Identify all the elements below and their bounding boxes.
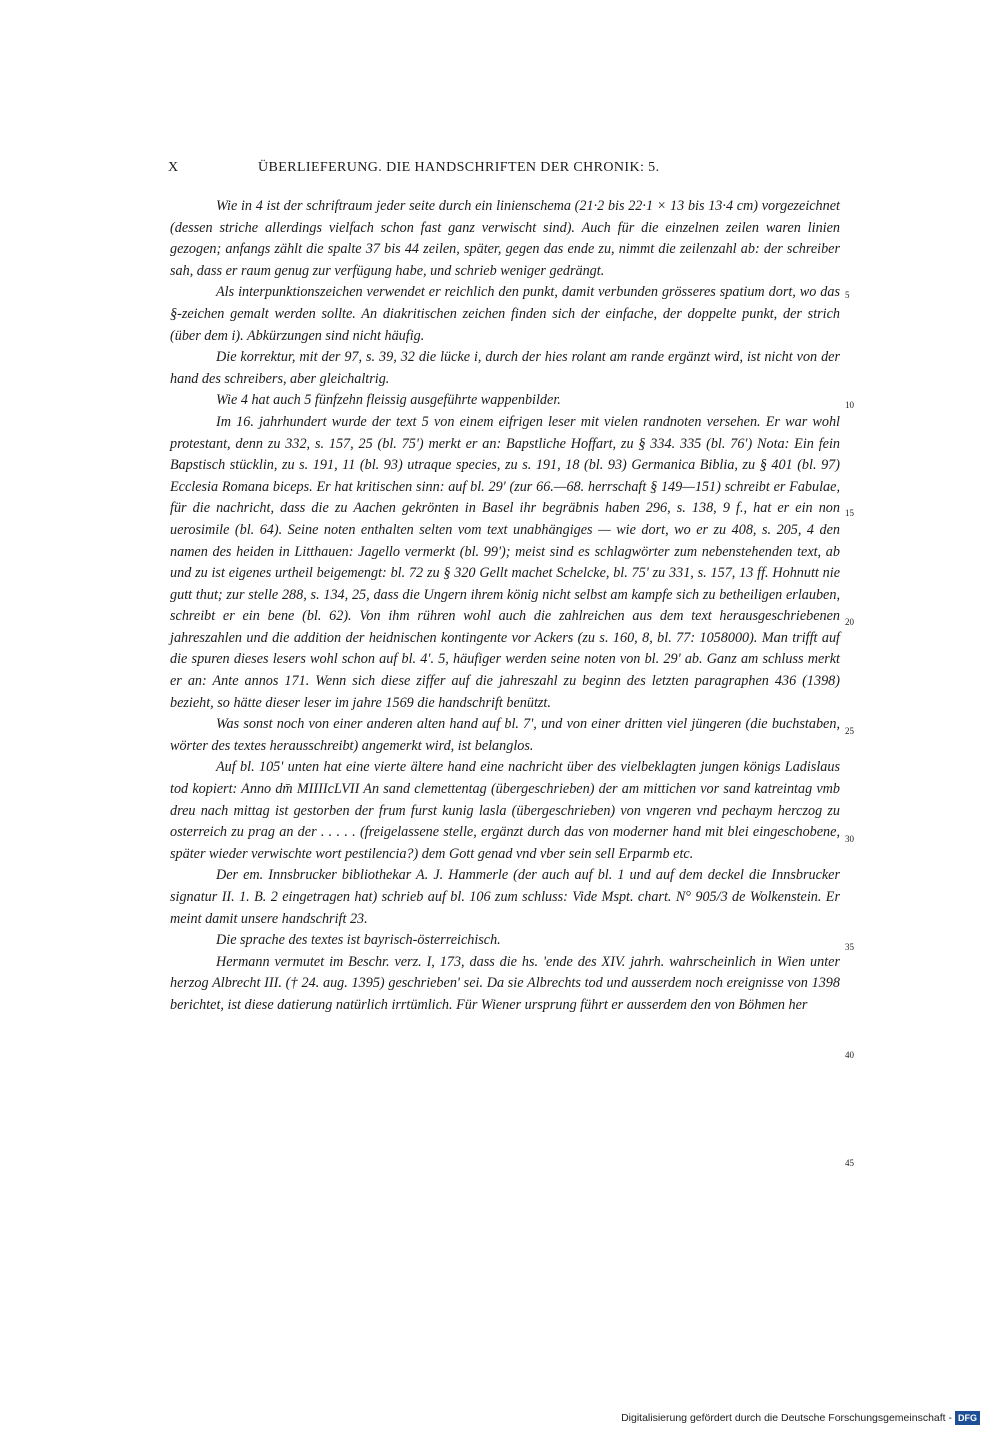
dfg-logo-icon: DFG: [955, 1411, 980, 1425]
paragraph: Hermann vermutet im Beschr. verz. I, 173, dass die hs. 'ende des XIV. jahrh. wahrscheinlich in Wien unter herzog Albrecht III. († 24. aug. 1395) geschrieben' sei. Da sie Albrechts tod und ausserdem noch ereignisse von 1398 berichtet, ist diese datierung natürlich irrtümlich. Für Wiener ursprung führt er ausserdem den von Böhmen her: [170, 953, 840, 1013]
line-number: 45: [845, 1158, 854, 1168]
line-number: 5: [845, 290, 850, 300]
line-number: 40: [845, 1050, 854, 1060]
line-number: 15: [845, 508, 854, 518]
line-number: 20: [845, 617, 854, 627]
line-number: 25: [845, 726, 854, 736]
credit-text: Digitalisierung gefördert durch die Deutsche Forschungsgemeinschaft -: [621, 1412, 952, 1424]
paragraph: Die korrektur, mit der 97, s. 39, 32 die lücke i, durch der hies rolant am rande ergänzt wird, ist nicht von der hand des schreibers, aber gleichaltrig.: [170, 349, 840, 387]
paragraph: Als interpunktionszeichen verwendet er reichlich den punkt, damit verbunden grösseres spatium dort, wo das §-zeichen gemalt werden sollte. An diakritischen zeichen finden sich der einfache, der doppelte punkt, der strich (über dem i). Abkürzungen sind nicht häufig.: [170, 284, 840, 344]
paragraph: Wie in 4 ist der schriftraum jeder seite durch ein linienschema (21·2 bis 22·1 × 13 bis 13·4 cm) vorgezeichnet (dessen striche allerdings vielfach schon fast ganz verwischt sind). Auch für die einzelnen zeilen waren linien gezogen; anfangs zählt die spalte 37 bis 44 zeilen, später, gegen das ende zu, nimmt die zeilenzahl ab: der schreiber sah, dass er raum genug zur verfügung habe, und schrieb weniger gedrängt.: [170, 198, 840, 279]
page-number: X: [168, 160, 179, 175]
line-number: 35: [845, 942, 854, 952]
paragraph: Der em. Innsbrucker bibliothekar A. J. Hammerle (der auch auf bl. 1 und auf dem deckel die Innsbrucker signatur II. 1. B. 2 eingetragen hat) schrieb auf bl. 106 zum schluss: Vide Mspt. chart. N° 905/3 de Wolkenstein. Er meint damit unsere handschrift 23.: [170, 867, 840, 927]
digitization-credit: [621, 1410, 980, 1426]
paragraph: Die sprache des textes ist bayrisch-österreichisch.: [216, 932, 501, 949]
page-title: ÜBERLIEFERUNG. DIE HANDSCHRIFTEN DER CHRONIK: 5.: [258, 160, 660, 175]
running-header: [168, 160, 840, 180]
line-number: 30: [845, 834, 854, 844]
margin-line-numbers: [845, 0, 885, 1434]
body-text: [170, 196, 840, 1017]
paragraph: Wie 4 hat auch 5 fünfzehn fleissig ausgeführte wappenbilder.: [216, 392, 561, 409]
line-number: 10: [845, 400, 854, 410]
paragraph: Auf bl. 105' unten hat eine vierte ältere hand eine nachricht über des vielbeklagten jungen königs Ladislaus tod kopiert: Anno dm̄ MIIIIcLVII An sand clemettentag (übergeschrieben) der am mittichen vor sand katreintag vmb dreu nach mittag ist gestorben der frum furst kunig lasla (übergeschrieben) von vngeren vnd pechaym herczog zu osterreich zu prag an der . . . . . (freigelassene stelle, ergänzt durch das von moderner hand mit blei eingeschobene, später wieder verwischte wort pestilencia?) dem Gott genad vnd vber sein sell Erparmb etc.: [170, 759, 840, 862]
paragraph: Im 16. jahrhundert wurde der text 5 von einem eifrigen leser mit vielen randnoten versehen. Er war wohl protestant, denn zu 332, s. 157, 25 (bl. 75') merkt er an: Bapstliche Hoffart, zu § 334. 335 (bl. 76') Nota: Ein fein Bapstisch stücklin, zu s. 191, 11 (bl. 93) utraque species, zu s. 191, 18 (bl. 93) Germanica Biblia, zu § 401 (bl. 97) Ecclesia Romana biceps. Er hat kritischen sinn: auf bl. 29' (zur 66.—68. herrschaft § 149—151) schreibt er Fabulae, für die nachricht, dass die zu Aachen gekrönten in Basel ihr begräbnis haben 296, s. 138, 9 f., hat er ein non uerosimile (bl. 64). Seine noten enthalten selten vom text unabhängiges — wie dort, wo er zu 408, s. 205, 4 den namen des heiden in Litthauen: Jagello vermerkt (bl. 99'); meist sind es schlagwörter zum nebenstehenden text, ab und zu ist eigenes urtheil beigemengt: bl. 72 zu § 320 Gellt machet Schelcke, bl. 75' zu 331, s. 157, 13 ff. Hohnutt nie gutt thut; zur stelle 288, s. 134, 25, dass die Ungern ihrem könig nicht selbst am kampfe sich zu betheiligen erlauben, schreibt er ein bene (bl. 62). Von ihm rühren wohl auch die zahlreichen aus dem text herausgeschriebenen jahreszahlen und die addition der heidnischen kontingente vor Ackers (zu s. 160, 8, bl. 77: 1058000). Man trifft auf die spuren dieses lesers wohl schon auf bl. 4'. 5, häufiger werden seine noten von bl. 29' ab. Ganz am schluss merkt er an: Ante annos 171. Wenn sich diese ziffer auf die jahreszahl zu beginn des letzten paragraphen 436 (1398) bezieht, so hätte dieser leser im jahre 1569 die handschrift benützt.: [170, 413, 840, 711]
paragraph: Was sonst noch von einer anderen alten hand auf bl. 7', und von einer dritten viel jüngeren (die buchstaben, wörter des textes herausschreibt) angemerkt wird, ist belanglos.: [170, 716, 840, 754]
